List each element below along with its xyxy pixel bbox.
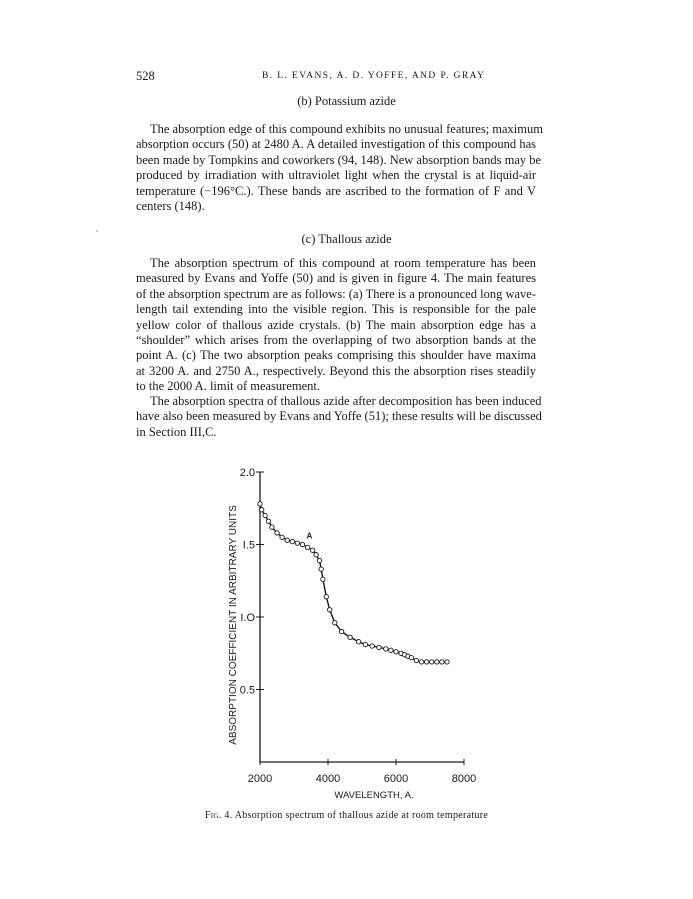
x-tick-label: 6000 bbox=[383, 773, 409, 785]
data-point bbox=[285, 538, 289, 542]
text-line: The absorption spectrum of this compound at room temperature has been bbox=[150, 256, 536, 270]
data-point bbox=[424, 660, 428, 664]
data-point bbox=[339, 629, 343, 633]
data-point bbox=[384, 647, 388, 651]
data-point bbox=[363, 642, 367, 646]
data-point bbox=[321, 577, 325, 581]
data-point bbox=[305, 545, 309, 549]
text-line: temperature (−196°C.). These bands are ascribed to the formation of F and V bbox=[136, 183, 536, 198]
text-line: in Section III,C. bbox=[136, 424, 217, 439]
x-tick-label: 8000 bbox=[451, 773, 477, 785]
data-point bbox=[314, 553, 318, 557]
text-line: The absorption spectra of thallous azide after decomposition has been induced bbox=[150, 394, 542, 408]
data-point bbox=[290, 539, 294, 543]
data-point bbox=[389, 648, 393, 652]
data-point bbox=[394, 650, 398, 654]
text-line: have also been measured by Evans and Yoffe (51); these results will be discussed bbox=[136, 409, 542, 424]
text-line: length tail extending into the visible region. This is responsible for the pale bbox=[136, 302, 536, 317]
section-title-potassium-azide: (b) Potassium azide bbox=[297, 94, 396, 108]
chart-plot-area bbox=[228, 467, 476, 801]
data-point bbox=[435, 660, 439, 664]
data-point bbox=[445, 660, 449, 664]
data-point bbox=[263, 513, 267, 517]
text-line: absorption occurs (50) at 2480 A. A detailed investigation of this compound has bbox=[136, 137, 536, 152]
data-point bbox=[275, 531, 279, 535]
paragraph-thallous-azide-1 bbox=[136, 256, 536, 395]
paragraph-thallous-azide-2 bbox=[136, 394, 542, 440]
page-number: 528 bbox=[136, 69, 155, 83]
data-point bbox=[258, 502, 262, 506]
absorption-spectrum-chart bbox=[200, 458, 520, 804]
data-point bbox=[430, 660, 434, 664]
data-point bbox=[266, 519, 270, 523]
running-head: B. L. EVANS, A. D. YOFFE, AND P. GRAY bbox=[262, 71, 486, 81]
data-point bbox=[356, 640, 360, 644]
data-point bbox=[333, 621, 337, 625]
data-point bbox=[419, 660, 423, 664]
x-axis-title: WAVELENGTH, A. bbox=[334, 790, 414, 801]
data-point bbox=[328, 608, 332, 612]
data-point bbox=[324, 595, 328, 599]
data-point bbox=[319, 567, 323, 571]
data-point bbox=[414, 658, 418, 662]
figure-caption bbox=[0, 810, 693, 821]
text-line: centers (148). bbox=[136, 199, 205, 214]
data-point bbox=[409, 655, 413, 659]
y-tick-label: 0.5 bbox=[239, 684, 255, 697]
x-tick-label: 2000 bbox=[247, 773, 273, 785]
y-tick-label: I.O bbox=[240, 612, 255, 624]
data-point bbox=[377, 645, 381, 649]
data-point bbox=[300, 542, 304, 546]
text-line: been made by Tompkins and coworkers (94, 148). New absorption bands may be bbox=[136, 152, 542, 167]
text-line: produced by irradiation with ultraviolet light when the crystal is at liquid-air bbox=[136, 168, 536, 183]
figure-caption-text: Absorption spectrum of thallous azide at room temperature bbox=[234, 810, 489, 821]
section-title-thallous-azide: (c) Thallous azide bbox=[301, 232, 392, 246]
annotation-label: A bbox=[306, 531, 313, 541]
data-point bbox=[311, 548, 315, 552]
y-axis-title: ABSORPTION COEFFICIENT IN ARBITRARY UNITS bbox=[228, 505, 239, 745]
y-tick-label: 2.0 bbox=[239, 467, 255, 479]
data-point bbox=[317, 558, 321, 562]
text-line: yellow color of thallous azide crystals. (b) The main absorption edge has a bbox=[136, 317, 536, 332]
data-point bbox=[440, 660, 444, 664]
paragraph-potassium-azide bbox=[136, 122, 543, 214]
data-point bbox=[348, 635, 352, 639]
text-line: “shoulder” which arises from the overlapping of two absorption bands at the bbox=[136, 333, 536, 348]
data-point bbox=[280, 535, 284, 539]
text-line: of the absorption spectrum are as follows: (a) There is a pronounced long wave- bbox=[136, 286, 536, 301]
series-line bbox=[260, 504, 447, 662]
text-line: to the 2000 A. limit of measurement. bbox=[136, 379, 320, 394]
text-line: The absorption edge of this compound exhibits no unusual features; maximum bbox=[150, 122, 543, 136]
text-line: at 3200 A. and 2750 A., respectively. Beyond this the absorption rises steadily bbox=[136, 363, 536, 378]
data-point bbox=[270, 525, 274, 529]
x-tick-label: 4000 bbox=[315, 773, 341, 785]
y-tick-label: I.5 bbox=[242, 539, 255, 552]
data-point bbox=[370, 644, 374, 648]
text-line: measured by Evans and Yoffe (50) and is given in figure 4. The main features bbox=[136, 271, 536, 286]
text-line: point A. (c) The two absorption peaks comprising this shoulder have maxima bbox=[136, 348, 536, 363]
figure-caption-label: Fig. 4. bbox=[204, 810, 233, 821]
data-point bbox=[260, 508, 264, 512]
data-point bbox=[295, 541, 299, 545]
